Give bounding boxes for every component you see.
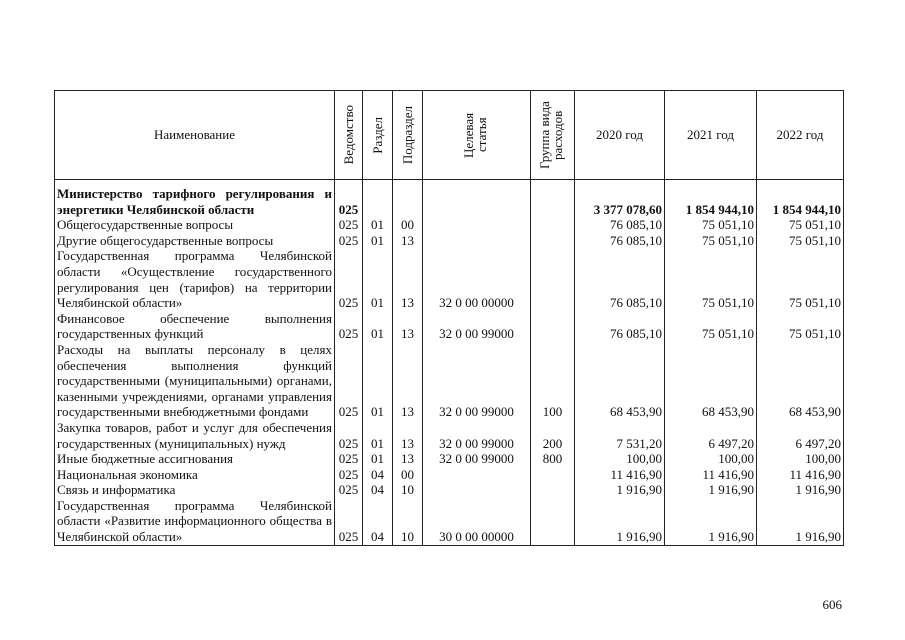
cell-y2021: 75 051,10 [665, 248, 757, 310]
cell-ved: 025 [335, 467, 363, 483]
cell-y2022: 1 916,90 [757, 482, 844, 498]
cell-vr [531, 311, 575, 342]
cell-pr: 13 [393, 342, 423, 420]
cell-y2022: 68 453,90 [757, 342, 844, 420]
table-row [55, 467, 844, 483]
header-vedomstvo: Ведомство [335, 91, 363, 180]
cell-vr [531, 180, 575, 218]
cell-y2021: 11 416,90 [665, 467, 757, 483]
cell-name: Финансовое обеспечение выполнения государственных функций [55, 311, 335, 342]
cell-cs: 32 0 00 00000 [423, 248, 531, 310]
cell-cs [423, 467, 531, 483]
cell-name: Связь и информатика [55, 482, 335, 498]
cell-pr: 13 [393, 451, 423, 467]
cell-vr [531, 467, 575, 483]
table-row [55, 342, 844, 420]
cell-pr: 00 [393, 217, 423, 233]
cell-y2020: 76 085,10 [575, 311, 665, 342]
cell-pr [393, 180, 423, 218]
cell-cs [423, 217, 531, 233]
cell-name: Другие общегосударственные вопросы [55, 233, 335, 249]
cell-name: Расходы на выплаты персоналу в целях обеспечения выполнения функций государственными (муниципальными) органами, казенными учреждениями, органами управления государственными внебюджетными фондами [55, 342, 335, 420]
page-number: 606 [822, 597, 842, 612]
header-gruppa: Группа вида расходов [531, 91, 575, 180]
cell-vr: 800 [531, 451, 575, 467]
cell-pr: 13 [393, 311, 423, 342]
cell-y2022: 75 051,10 [757, 233, 844, 249]
cell-y2021: 68 453,90 [665, 342, 757, 420]
cell-ved: 025 [335, 233, 363, 249]
cell-y2021: 1 916,90 [665, 482, 757, 498]
table-body [55, 180, 844, 546]
cell-pr: 13 [393, 248, 423, 310]
cell-y2022: 6 497,20 [757, 420, 844, 451]
cell-rz: 04 [363, 498, 393, 545]
cell-rz: 01 [363, 420, 393, 451]
cell-ved: 025 [335, 482, 363, 498]
cell-rz: 01 [363, 233, 393, 249]
cell-rz: 01 [363, 248, 393, 310]
header-2020: 2020 год [575, 91, 665, 180]
cell-ved: 025 [335, 498, 363, 545]
cell-y2020: 1 916,90 [575, 498, 665, 545]
cell-pr: 13 [393, 233, 423, 249]
budget-table [54, 90, 844, 546]
cell-vr [531, 233, 575, 249]
table-row [55, 420, 844, 451]
cell-rz [363, 180, 393, 218]
cell-y2020: 1 916,90 [575, 482, 665, 498]
header-2021: 2021 год [665, 91, 757, 180]
cell-ved: 025 [335, 451, 363, 467]
cell-pr: 10 [393, 482, 423, 498]
cell-ved: 025 [335, 248, 363, 310]
table-row [55, 482, 844, 498]
table-row [55, 180, 844, 218]
cell-rz: 04 [363, 467, 393, 483]
cell-y2021: 75 051,10 [665, 311, 757, 342]
cell-ved: 025 [335, 311, 363, 342]
cell-y2021: 75 051,10 [665, 217, 757, 233]
cell-y2020: 76 085,10 [575, 248, 665, 310]
cell-y2020: 76 085,10 [575, 217, 665, 233]
cell-cs: 30 0 00 00000 [423, 498, 531, 545]
cell-y2020: 11 416,90 [575, 467, 665, 483]
table-row [55, 233, 844, 249]
cell-rz: 01 [363, 451, 393, 467]
cell-cs [423, 233, 531, 249]
header-name: Наименование [55, 91, 335, 180]
cell-rz: 01 [363, 311, 393, 342]
cell-y2021: 1 854 944,10 [665, 180, 757, 218]
cell-y2022: 100,00 [757, 451, 844, 467]
cell-pr: 10 [393, 498, 423, 545]
header-row [55, 91, 844, 180]
cell-y2020: 3 377 078,60 [575, 180, 665, 218]
cell-cs: 32 0 00 99000 [423, 342, 531, 420]
cell-rz: 04 [363, 482, 393, 498]
cell-y2022: 1 916,90 [757, 498, 844, 545]
cell-y2021: 100,00 [665, 451, 757, 467]
cell-name: Национальная экономика [55, 467, 335, 483]
cell-cs [423, 180, 531, 218]
cell-vr: 200 [531, 420, 575, 451]
cell-cs: 32 0 00 99000 [423, 451, 531, 467]
cell-pr: 13 [393, 420, 423, 451]
cell-cs: 32 0 00 99000 [423, 420, 531, 451]
table-row [55, 451, 844, 467]
cell-ved: 025 [335, 420, 363, 451]
cell-y2021: 1 916,90 [665, 498, 757, 545]
cell-rz: 01 [363, 217, 393, 233]
table-row [55, 248, 844, 310]
table-row [55, 498, 844, 545]
cell-y2020: 100,00 [575, 451, 665, 467]
header-podrazdel: Подраздел [393, 91, 423, 180]
header-celevaya: Целевая статья [423, 91, 531, 180]
cell-name: Министерство тарифного регулирования и энергетики Челябинской области [55, 180, 335, 218]
cell-y2022: 75 051,10 [757, 248, 844, 310]
cell-y2020: 7 531,20 [575, 420, 665, 451]
cell-vr: 100 [531, 342, 575, 420]
cell-pr: 00 [393, 467, 423, 483]
cell-rz: 01 [363, 342, 393, 420]
cell-y2022: 11 416,90 [757, 467, 844, 483]
header-razdel: Раздел [363, 91, 393, 180]
cell-y2021: 75 051,10 [665, 233, 757, 249]
cell-y2022: 75 051,10 [757, 217, 844, 233]
cell-cs: 32 0 00 99000 [423, 311, 531, 342]
cell-name: Государственная программа Челябинской области «Осуществление государственного регулирования цен (тарифов) на территории Челябинской области» [55, 248, 335, 310]
cell-y2022: 1 854 944,10 [757, 180, 844, 218]
header-2022: 2022 год [757, 91, 844, 180]
cell-cs [423, 482, 531, 498]
cell-name: Иные бюджетные ассигнования [55, 451, 335, 467]
cell-ved: 025 [335, 217, 363, 233]
cell-ved: 025 [335, 342, 363, 420]
cell-name: Государственная программа Челябинской области «Развитие информационного общества в Челябинской области» [55, 498, 335, 545]
cell-y2021: 6 497,20 [665, 420, 757, 451]
cell-ved: 025 [335, 180, 363, 218]
cell-name: Общегосударственные вопросы [55, 217, 335, 233]
table-row [55, 311, 844, 342]
table-row [55, 217, 844, 233]
cell-y2022: 75 051,10 [757, 311, 844, 342]
cell-y2020: 76 085,10 [575, 233, 665, 249]
cell-vr [531, 498, 575, 545]
cell-vr [531, 482, 575, 498]
cell-name: Закупка товаров, работ и услуг для обеспечения государственных (муниципальных) нужд [55, 420, 335, 451]
cell-vr [531, 248, 575, 310]
cell-vr [531, 217, 575, 233]
cell-y2020: 68 453,90 [575, 342, 665, 420]
